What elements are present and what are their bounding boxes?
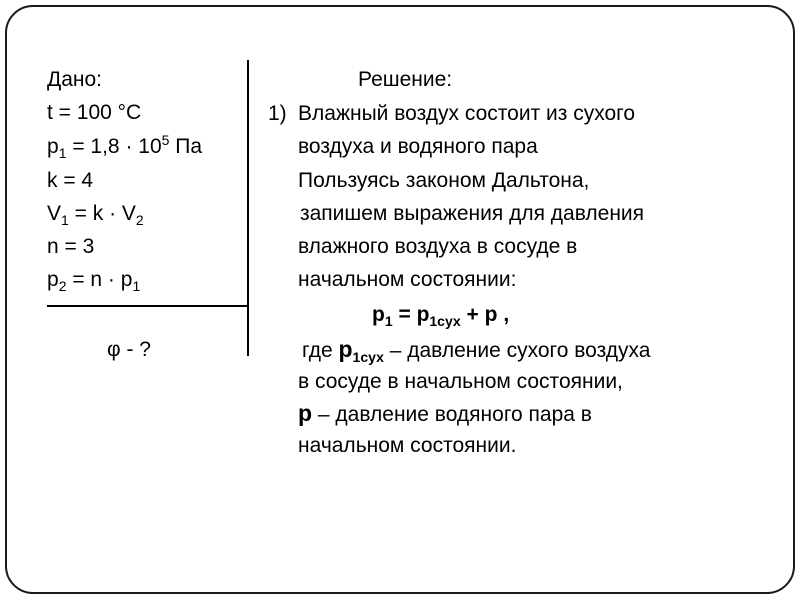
given-volume: $V_1 = k \cdot V_2$ <box>47 202 144 229</box>
horizontal-divider <box>47 305 248 307</box>
given-pressure-2: $p_2 = n \cdot p_1$ <box>47 268 141 295</box>
given-title: Дано: <box>47 68 103 91</box>
given-k: k = 4 <box>47 169 94 192</box>
slide-frame <box>5 5 795 594</box>
solution-line: начальном состоянии. <box>298 434 517 457</box>
solution-line: запишем выражения для давления <box>300 202 645 225</box>
solution-line: в сосуде в начальном состоянии, <box>298 370 623 393</box>
solution-line: начальном состоянии: <box>298 268 517 291</box>
where-line: где $p_{1сух}$ – давление сухого воздуха <box>302 336 651 366</box>
solution-title: Решение: <box>358 68 453 91</box>
solution-line: влажного воздуха в сосуде в <box>298 235 578 258</box>
find-phi: φ - ? <box>107 338 151 361</box>
dalton-formula: $p_1 = p_{1сух} + p$ , <box>372 303 510 330</box>
vapor-pressure-line: p – давление водяного пара в <box>298 400 592 426</box>
solution-line: Влажный воздух состоит из сухого <box>298 102 636 125</box>
solution-line: воздуха и водяного пара <box>298 135 538 158</box>
given-pressure-1: $p_1 = 1,8 \cdot 10^5$ Па <box>47 132 203 162</box>
solution-line: Пользуясь законом Дальтона, <box>298 169 590 192</box>
step-number: 1) <box>268 102 287 125</box>
vertical-divider <box>247 60 249 356</box>
given-n: n = 3 <box>47 235 95 258</box>
given-temperature: t = 100 °C <box>47 101 142 124</box>
